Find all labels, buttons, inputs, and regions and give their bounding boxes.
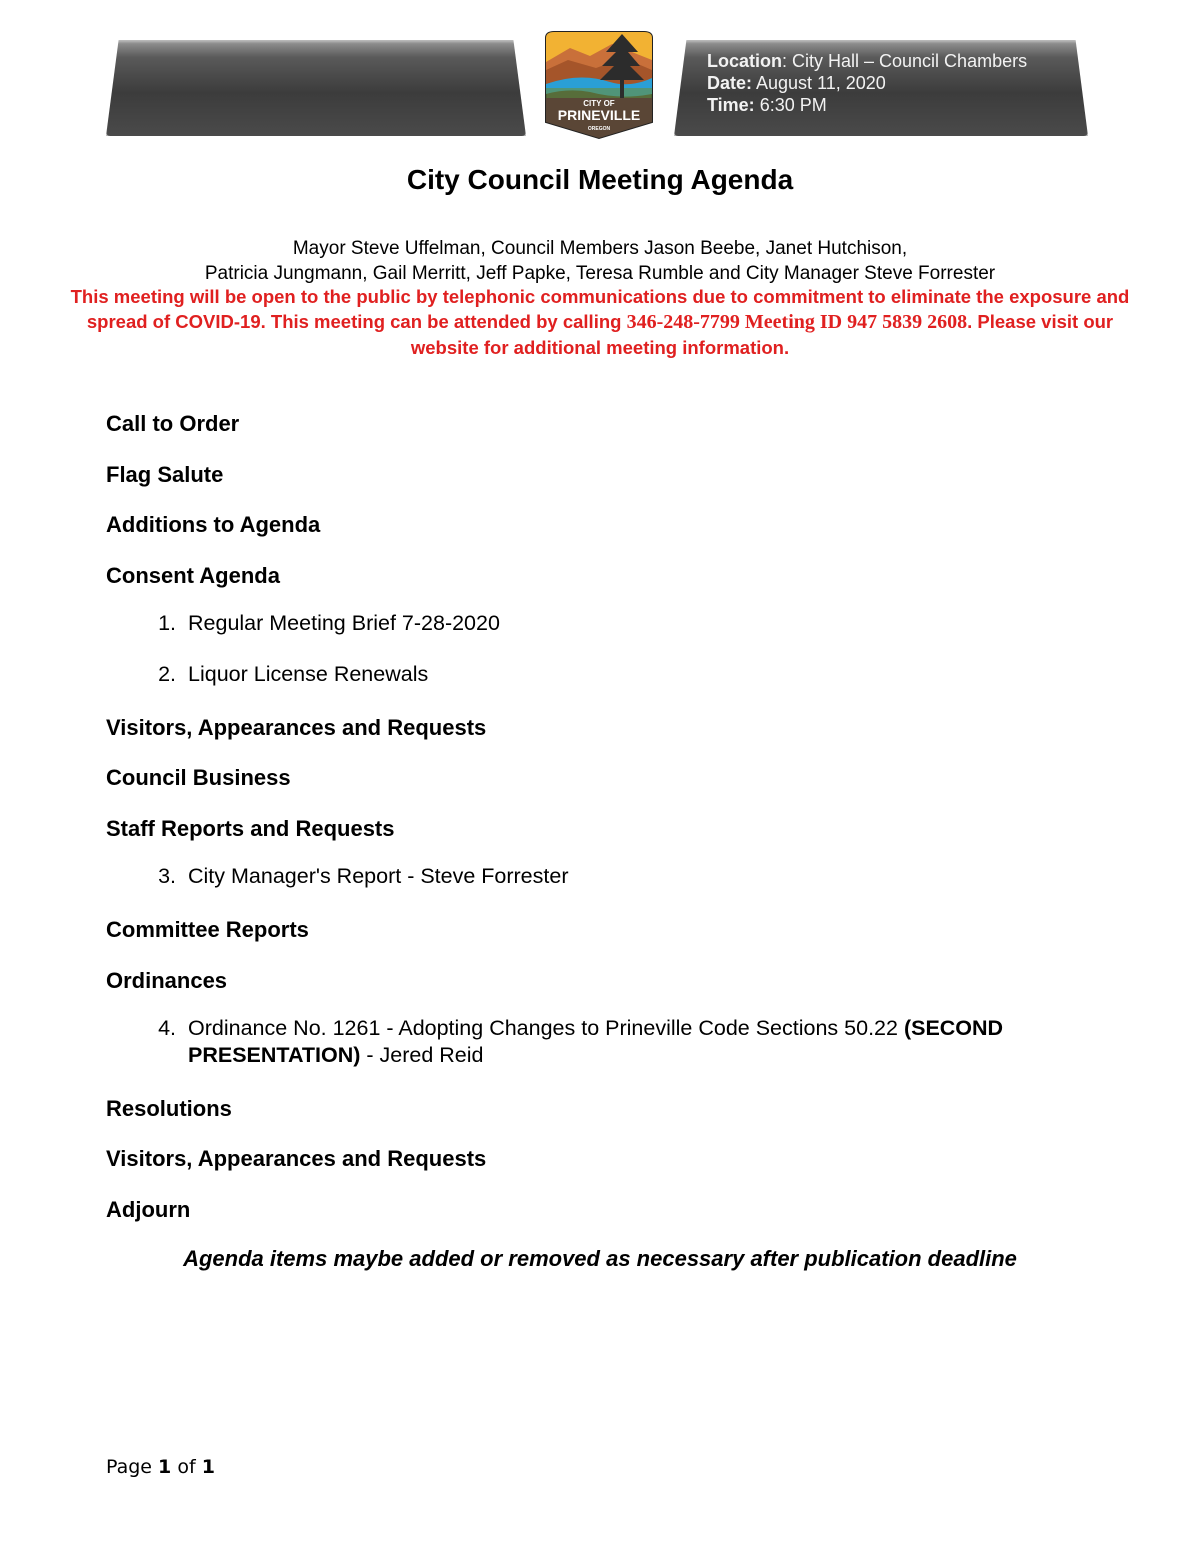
item4-text-b: (SECOND PRESENTATION) — [188, 1016, 1004, 1068]
time-line — [707, 94, 1027, 116]
notice-phone: 346-248-7799 Meeting ID 947 5839 2608 — [626, 311, 968, 333]
section-council-business: Council Business — [106, 765, 291, 791]
logo-text-line2: PRINEVILLE — [557, 107, 641, 123]
item-text: Regular Meeting Brief 7-28-2020 — [188, 611, 500, 636]
section-adjourn: Adjourn — [106, 1196, 191, 1222]
section-resolutions: Resolutions — [106, 1095, 232, 1121]
item4-text-c: - Jered Reid — [360, 1043, 484, 1068]
item-number: 4. — [158, 1016, 176, 1041]
notice-text-2: . Please visit our website for additional meeting information. — [410, 311, 1114, 358]
section-visitors-2: Visitors, Appearances and Requests — [106, 1146, 487, 1172]
header-bar-left — [106, 40, 526, 136]
page-total: 1 — [201, 1456, 215, 1478]
covid-notice — [60, 284, 1140, 360]
item-number: 3. — [158, 864, 176, 889]
location-label: Location — [707, 51, 782, 71]
disclaimer: Agenda items maybe added or removed as necessary after publication deadline — [183, 1246, 1017, 1271]
agenda-item-4 — [106, 1015, 1096, 1069]
section-staff-reports: Staff Reports and Requests — [106, 815, 395, 841]
city-logo — [540, 30, 658, 140]
location-line — [707, 50, 1027, 72]
item-text — [188, 1015, 1096, 1069]
section-additions: Additions to Agenda — [106, 512, 321, 538]
time-value: 6:30 PM — [754, 95, 827, 115]
item4-text-a: Ordinance No. 1261 - Adopting Changes to Prineville Code Sections 50.22 — [188, 1016, 904, 1041]
page-title: City Council Meeting Agenda — [406, 164, 794, 195]
notice-text-1: This meeting will be open to the public by telephonic communications due to commitment to eliminate the exposure and spread of COVID-19. This meeting can be attended by calling — [70, 286, 1130, 332]
section-committee-reports: Committee Reports — [106, 916, 309, 942]
logo-text-line3: OREGON — [587, 126, 611, 132]
agenda-item-3 — [106, 863, 1096, 890]
item-number: 1. — [158, 611, 176, 636]
meeting-info — [707, 50, 1027, 116]
agenda-item-1 — [106, 610, 1096, 637]
date-line — [707, 72, 1027, 94]
members-line-1: Mayor Steve Uffelman, Council Members Jason Beebe, Janet Hutchison, — [292, 238, 908, 259]
page-word: Page — [106, 1456, 159, 1478]
item-number: 2. — [158, 661, 176, 686]
page-of-word: of — [171, 1456, 202, 1478]
section-visitors-1: Visitors, Appearances and Requests — [106, 714, 487, 740]
section-flag-salute: Flag Salute — [106, 461, 224, 487]
members-line-2: Patricia Jungmann, Gail Merritt, Jeff Papke, Teresa Rumble and City Manager Steve Forrester — [204, 263, 996, 284]
agenda-item-2 — [106, 661, 1096, 688]
section-ordinances: Ordinances — [106, 967, 228, 993]
item-text: Liquor License Renewals — [188, 661, 429, 686]
section-call-to-order: Call to Order — [106, 411, 240, 436]
location-value: : City Hall – Council Chambers — [782, 51, 1028, 71]
date-label: Date: — [707, 73, 753, 93]
date-value: August 11, 2020 — [752, 73, 886, 93]
time-label: Time: — [707, 95, 755, 115]
item-text: City Manager's Report - Steve Forrester — [188, 864, 569, 889]
agenda-list — [106, 408, 1096, 1245]
section-consent-agenda: Consent Agenda — [106, 562, 280, 588]
page-current: 1 — [158, 1456, 172, 1478]
council-members — [60, 236, 1140, 286]
logo-text-line1: CITY OF — [583, 99, 615, 108]
page-number — [106, 1456, 215, 1478]
